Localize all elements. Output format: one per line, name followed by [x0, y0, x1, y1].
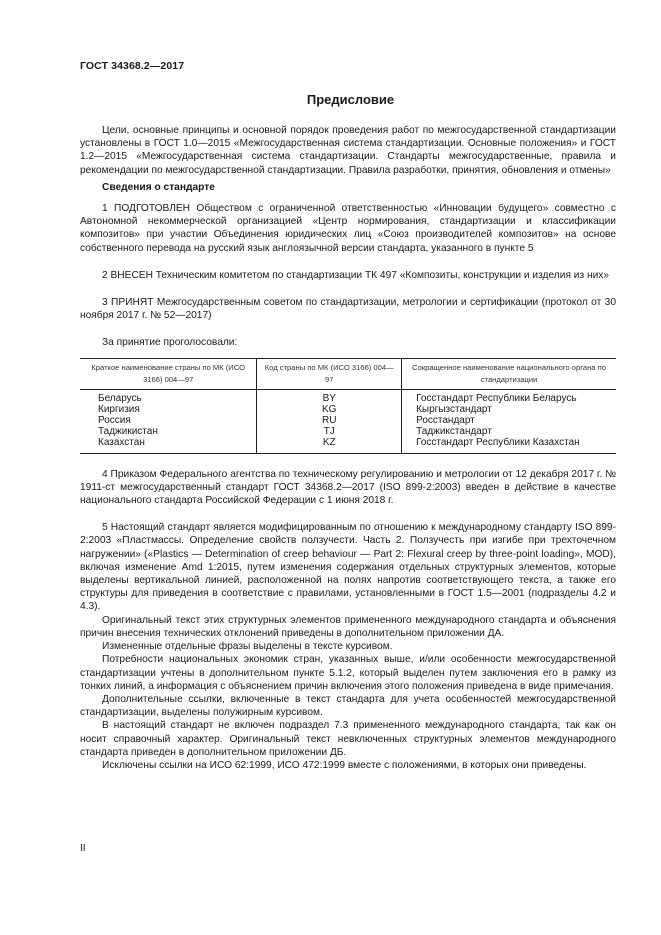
document-body: [80, 124, 616, 772]
voted-label: За принятие проголосовали:: [102, 337, 238, 349]
paragraph-1: 1 ПОДГОТОВЛЕН Обществом с ограниченной ответственностью «Инновации будущего» совместно с Автономной некоммерческой организацией «Центр нормирования, стандартизации и классификации композитов» при участии Объединения юридических лиц «Союз производителей композитов» на основе собственного перевода на русский язык англоязычной версии стандарта, указанного в пункте 5: [80, 203, 616, 254]
paragraph-4: 4 Приказом Федерального агентства по техническому регулированию и метрологии от 12 декабря 2017 г. № 1911-ст межгосударственный стандарт ГОСТ 34368.2—2017 (ISO 899-2:2003) введен в действие в качестве национального стандарта Российской Федерации с 1 июня 2018 г.: [80, 468, 616, 507]
table-cell-code: TJ: [257, 426, 402, 437]
table-cell-body: Таджикстандарт: [416, 426, 492, 438]
table-row: [80, 404, 616, 415]
table-cell-country: Казахстан: [80, 437, 257, 453]
table-row: [80, 389, 616, 404]
table-cell-body: Госстандарт Республики Беларусь: [416, 392, 577, 404]
standard-id: ГОСТ 34368.2—2017: [80, 60, 185, 72]
paragraph-7: Измененные отдельные фразы выделены в тексте курсивом.: [102, 641, 393, 653]
table-cell-code: BY: [257, 389, 402, 404]
table-cell-country: Таджикистан: [98, 426, 158, 438]
table-cell-code: KZ: [257, 437, 402, 453]
table-cell-body: Кыргызстандарт: [416, 403, 492, 415]
table-header-code: Код страны по МК (ИСО 3166) 004—97: [257, 358, 402, 389]
paragraph-6: Оригинальный текст этих структурных элементов примененного международного стандарта и объяснения причин внесения технических отклонений приведены в дополнительном приложении ДА.: [80, 614, 616, 639]
table-header-country: Краткое наименование страны по МК (ИСО 3166) 004—97: [80, 358, 257, 389]
paragraph-10: В настоящий стандарт не включен подраздел 7.3 примененного международного стандарта, так как он носит справочный характер. Оригинальный текст невключенных структурных элементов международного стандарта приведен в дополнительном приложении ДБ.: [80, 720, 616, 758]
table-row: [80, 426, 616, 437]
table-cell-country: Россия: [98, 415, 131, 427]
intro-paragraph: Цели, основные принципы и основной порядок проведения работ по межгосударственной стандартизации установлены в ГОСТ 1.0—2015 «Межгосударственная система стандартизации. Основные положения» и ГОСТ 1.2—2015 «Межгосударственная система стандартизации. Стандарты межгосударственные, правила и рекомендации по межгосударственной стандартизации. Правила разработки, принятия, обновления и отмены»: [80, 125, 616, 176]
paragraph-8: Потребности национальных экономик стран, указанных выше, и/или особенности межгосударственной стандартизации учтены в дополнительном пункте 5.1.2, который выделен путем заключения его в рамку из тонких линий, а информация с объяснением причин включения этого положения приведена в виде примечания.: [80, 654, 616, 692]
table-header-body: Сокращенное наименование национального органа по стандартизации: [402, 358, 616, 389]
paragraph-9: Дополнительные ссылки, включенные в текст стандарта для учета особенностей межгосударственной стандартизации, выделены полужирным курсивом.: [80, 693, 616, 719]
paragraph-5: 5 Настоящий стандарт является модифицированным по отношению к международному стандарту ISO 899-2:2003 «Пластмассы. Определение свойств ползучести. Часть 2. Ползучесть при изгибе при трехточечном нагружении» («Plastics — Determination of creep behaviour — Part 2: Flexural creep by three-point loading», MOD), включая изменение Amd 1:2015, путем изменения содержания отдельных структурных элементов, которые выделены вертикальной линией, расположенной на полях напротив соответствующего текста, а также его структуры для приведения в соответствие с правилами, установленными в ГОСТ 1.5—2001 (подразделы 4.2 и 4.3).: [80, 522, 616, 613]
table-row: [80, 415, 616, 426]
table-cell-code: KG: [257, 404, 402, 415]
page-title: Предисловие: [306, 92, 395, 107]
paragraph-3: 3 ПРИНЯТ Межгосударственным советом по стандартизации, метрологии и сертификации (протокол от 30 ноября 2017 г. № 52—2017): [80, 297, 616, 322]
voting-table: [80, 358, 616, 454]
table-row: [80, 437, 616, 453]
table-cell-country: Киргизия: [98, 403, 140, 415]
paragraph-11: Исключены ссылки на ИСО 62:1999, ИСО 472:1999 вместе с положениями, в которых они приведены.: [102, 759, 587, 771]
section-heading: Сведения о стандарте: [102, 181, 215, 193]
table-cell-code: RU: [257, 415, 402, 426]
table-cell-body: Госстандарт Республики Казахстан: [402, 437, 616, 453]
paragraph-2: 2 ВНЕСЕН Техническим комитетом по стандартизации ТК 497 «Композиты, конструкции и изделия из них»: [102, 269, 610, 281]
table-header-row: [80, 358, 616, 389]
table-cell-body: Росстандарт: [416, 415, 475, 427]
page-number: II: [80, 843, 86, 854]
table-cell-country: Беларусь: [98, 392, 142, 404]
